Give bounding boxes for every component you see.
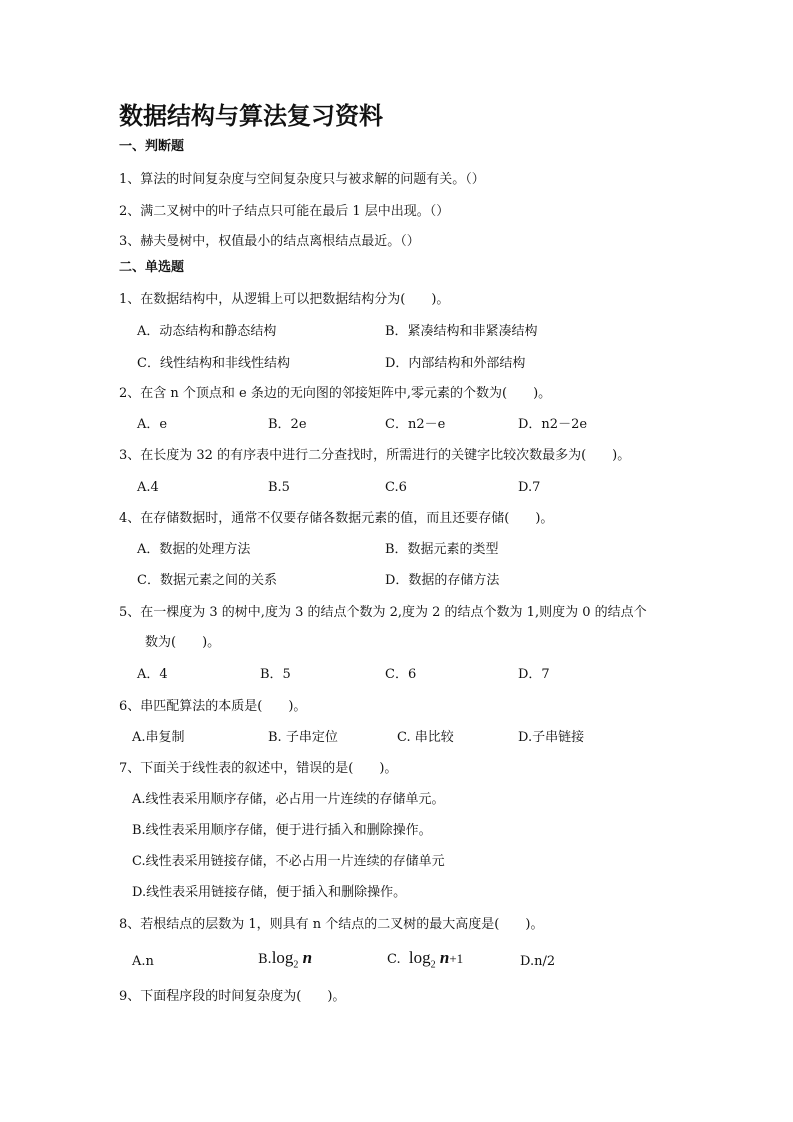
q3-option-d: D.7 (518, 480, 541, 495)
q5-option-a: A．4 (137, 667, 168, 682)
q2-option-b: B．2e (268, 417, 307, 432)
q5-option-c: C．6 (385, 667, 417, 682)
q7-option-b: B.线性表采用顺序存储，便于进行插入和删除操作。 (132, 823, 432, 838)
question-5-continuation: 数为( )。 (145, 635, 221, 650)
section-heading-single-choice: 二、单选题 (119, 260, 185, 275)
question-5: 5、在一棵度为 3 的树中,度为 3 的结点个数为 2,度为 2 的结点个数为 1,则度为 0 的结点个 (119, 605, 647, 620)
q8-option-b-label: B. (258, 952, 272, 967)
question-6: 6、串匹配算法的本质是( )。 (119, 699, 307, 714)
q4-option-c: C．数据元素之间的关系 (137, 573, 277, 588)
question-9: 9、下面程序段的时间复杂度为( )。 (119, 989, 346, 1004)
q3-option-b: B.5 (268, 480, 290, 495)
q8-option-c (387, 950, 463, 973)
q5-option-d: D．7 (518, 667, 550, 682)
document-title: 数据结构与算法复习资料 (119, 102, 383, 130)
q7-option-a: A.线性表采用顺序存储，必占用一片连续的存储单元。 (132, 792, 445, 807)
log-text: log (408, 948, 431, 967)
q1-option-c: C．线性结构和非线性结构 (137, 356, 290, 371)
tf-item-1: 1、算法的时间复杂度与空间复杂度只与被求解的问题有关。（） (119, 172, 485, 187)
q7-option-d: D.线性表采用链接存储，便于插入和删除操作。 (132, 885, 407, 900)
log-text: log (271, 948, 294, 967)
section-heading-true-false: 一、判断题 (119, 139, 185, 154)
q8-option-b-formula (271, 948, 313, 971)
tf-item-2: 2、满二叉树中的叶子结点只可能在最后 1 层中出现。（） (119, 204, 450, 219)
log-base: 2 (293, 959, 299, 971)
q6-option-a: A.串复制 (132, 730, 185, 745)
log-var: n (302, 948, 313, 967)
q2-option-c: C．n2－e (385, 417, 446, 432)
question-3: 3、在长度为 32 的有序表中进行二分查找时，所需进行的关键字比较次数最多为( )。 (119, 448, 631, 463)
q4-option-d: D．数据的存储方法 (385, 573, 500, 588)
q1-option-a: A．动态结构和静态结构 (137, 324, 277, 339)
plus-one: +1 (449, 951, 464, 966)
log-var: n (439, 948, 450, 967)
q8-option-c-formula (408, 948, 464, 971)
q7-option-c: C.线性表采用链接存储，不必占用一片连续的存储单元 (132, 854, 445, 869)
q3-option-c: C.6 (385, 480, 407, 495)
question-1: 1、在数据结构中，从逻辑上可以把数据结构分为( )。 (119, 292, 450, 307)
q2-option-d: D．n2－2e (518, 417, 588, 432)
q8-option-a: A.n (132, 954, 154, 969)
q6-option-b: B. 子串定位 (268, 730, 338, 745)
log-base: 2 (430, 959, 436, 971)
q4-option-b: B．数据元素的类型 (385, 542, 499, 557)
q1-option-b: B．紧凑结构和非紧凑结构 (385, 324, 538, 339)
q8-option-d: D.n/2 (520, 954, 556, 969)
q6-option-d: D.子串链接 (518, 730, 585, 745)
question-8: 8、若根结点的层数为 1，则具有 n 个结点的二叉树的最大高度是( )。 (119, 917, 544, 932)
q3-option-a: A.4 (137, 480, 159, 495)
question-2: 2、在含 n 个顶点和 e 条边的无向图的邻接矩阵中,零元素的个数为( )。 (119, 386, 552, 401)
tf-item-3: 3、赫夫曼树中，权值最小的结点离根结点最近。（） (119, 234, 420, 249)
q1-option-d: D．内部结构和外部结构 (385, 356, 526, 371)
q2-option-a: A．e (137, 417, 168, 432)
q8-option-b (258, 950, 312, 973)
question-4: 4、在存储数据时，通常不仅要存储各数据元素的值，而且还要存储( )。 (119, 511, 554, 526)
q4-option-a: A．数据的处理方法 (137, 542, 251, 557)
q8-option-c-label: C. (387, 952, 401, 967)
q6-option-c: C. 串比较 (397, 730, 454, 745)
question-7: 7、下面关于线性表的叙述中，错误的是( )。 (119, 761, 398, 776)
q5-option-b: B．5 (260, 667, 291, 682)
